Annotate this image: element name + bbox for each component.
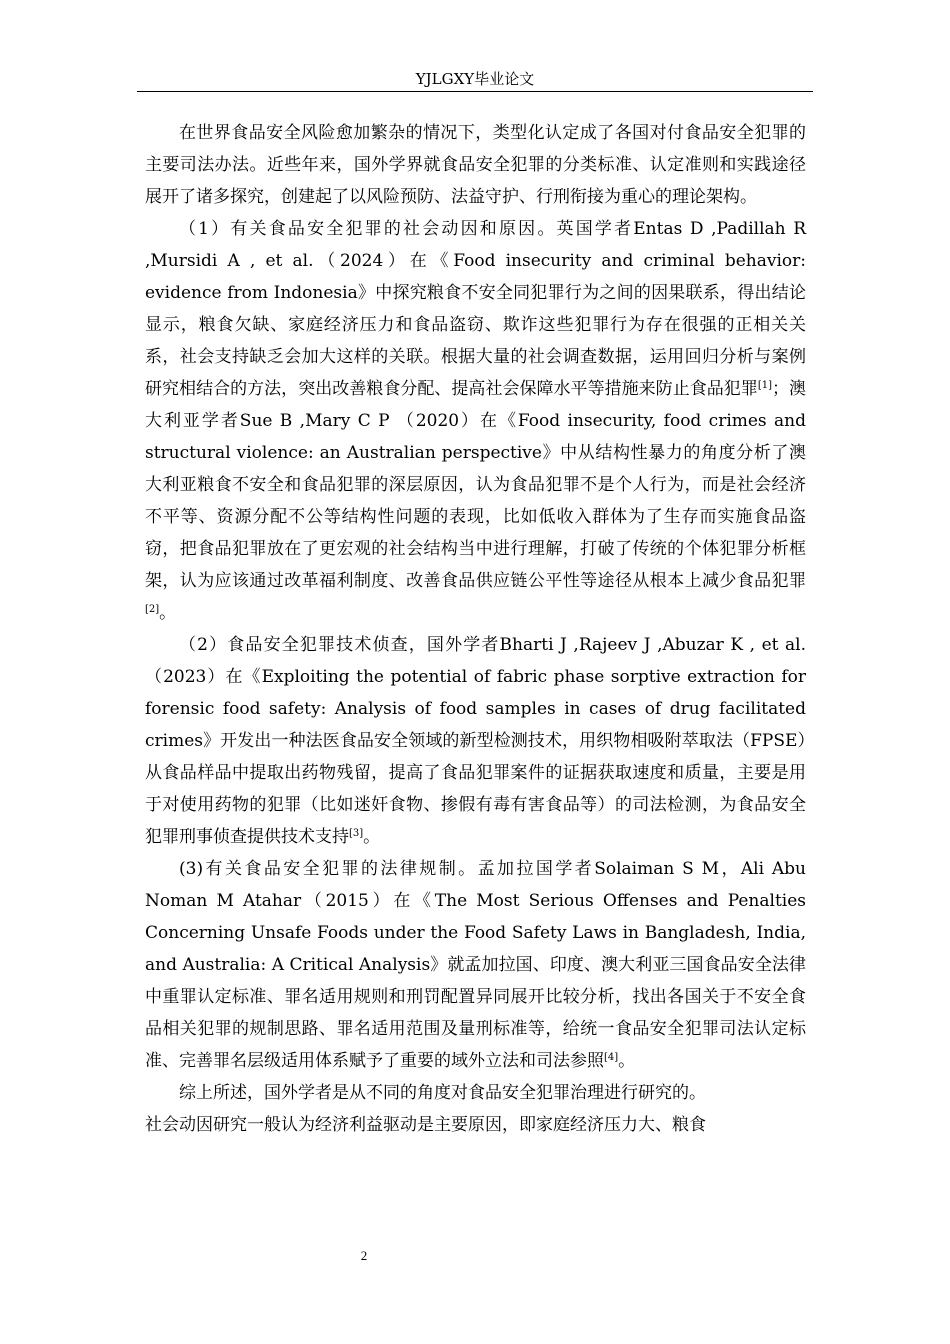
citation-4: [4] (604, 1052, 619, 1063)
paragraph-continuation: 社会动因研究一般认为经济利益驱动是主要原因，即家庭经济压力大、粮食 (145, 1115, 706, 1135)
citation-2: [2] (145, 604, 160, 615)
paragraph-text: (3)有关食品安全犯罪的法律规制。孟加拉国学者Solaiman S M，Ali Abu Noman M Atahar（2015）在《The Most Serious Offenses and Penalties Concerning Unsafe Foods under the Food Safety Laws in Bangladesh, India, and Australia: A Critical Analysis》就孟加拉国、印度、澳大利亚三国食品安全法律中重罪认定标准、罪名适用规则和刑罚配置异同展开比较分析，找出各国关于不安全食品相关犯罪的规制思路、罪名适用范围及量刑标准等，给统一食品安全犯罪司法认定标准、完善罪名层级适用体系赋予了重要的域外立法和司法参照 (145, 859, 806, 1071)
page-header: YJLGXY毕业论文 (415, 70, 535, 88)
paragraph-text: 。 (363, 827, 381, 847)
paragraph-intro: 在世界食品安全风险愈加繁杂的情况下，类型化认定成了各国对付食品安全犯罪的主要司法办法。近些年来，国外学界就食品安全犯罪的分类标准、认定准则和实践途径展开了诸多探究，创建起了以风险预防、法益守护、行刑衔接为重心的理论架构。 (145, 123, 806, 207)
page-number: 2 (360, 1248, 368, 1263)
paragraph-text: ；澳大利亚学者Sue B ,Mary C P （2020）在《Food insecurity, food crimes and structural violence: an Australian perspective》中从结构性暴力的角度分析了澳大利亚粮食不安全和食品犯罪的深层原因，认为食品犯罪不是个人行为，而是社会经济不平等、资源分配不公等结构性问题的表现，比如低收入群体为了生存而实施食品盗窃，把食品犯罪放在了更宏观的社会结构当中进行理解，打破了传统的个体犯罪分析框架，认为应该通过改革福利制度、改善食品供应链公平性等途径从根本上减少食品犯罪 (145, 379, 807, 591)
paragraph-summary: 综上所述，国外学者是从不同的角度对食品安全犯罪治理进行研究的。 (179, 1083, 706, 1103)
body-text (145, 117, 806, 1141)
citation-3: [3] (349, 828, 364, 839)
citation-1: [1] (757, 380, 772, 391)
paragraph-social-causes (145, 213, 806, 629)
paragraph-text: 。 (159, 603, 177, 623)
header-rule (137, 91, 813, 92)
paragraph-forensics (145, 629, 806, 853)
paragraph-legal-regulation (145, 853, 806, 1077)
paragraph-text: （2）食品安全犯罪技术侦查，国外学者Bharti J ,Rajeev J ,Abuzar K , et al.（2023）在《Exploiting the potential of fabric phase sorptive extraction for forensic food safety: Analysis of food samples in cases of drug facilitated crimes》开发出一种法医食品安全领域的新型检测技术，用织物相吸附萃取法（FPSE）从食品样品中提取出药物残留，提高了食品犯罪案件的证据获取速度和质量，主要是用于对使用药物的犯罪（比如迷奸食物、掺假有毒有害食品等）的司法检测，为食品安全犯罪刑事侦查提供技术支持 (145, 635, 806, 847)
paragraph-text: 。 (618, 1051, 636, 1071)
paragraph-text: （1）有关食品安全犯罪的社会动因和原因。英国学者Entas D ,Padillah R ,Mursidi A , et al.（2024）在《Food insecurity and criminal behavior: evidence from Indonesia》中探究粮食不安全同犯罪行为之间的因果联系，得出结论显示，粮食欠缺、家庭经济压力和食品盗窃、欺诈这些犯罪行为存在很强的正相关关系，社会支持缺乏会加大这样的关联。根据大量的社会调查数据，运用回归分析与案例研究相结合的方法，突出改善粮食分配、提高社会保障水平等措施来防止食品犯罪 (145, 219, 806, 399)
